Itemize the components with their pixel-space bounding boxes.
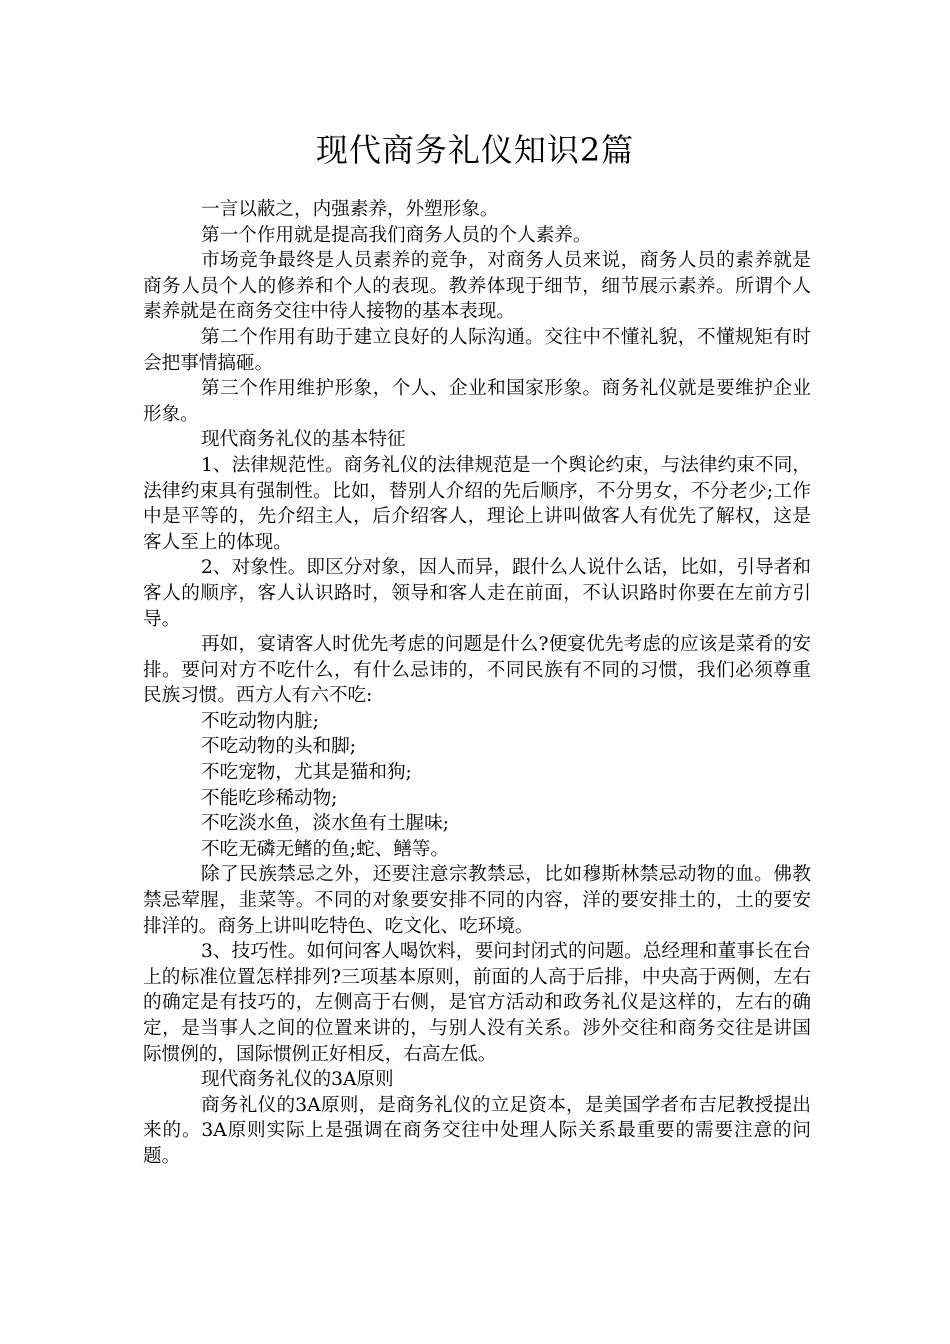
- paragraph: 第二个作用有助于建立良好的人际沟通。交往中不懂礼貌，不懂规矩有时会把事情搞砸。: [143, 326, 811, 374]
- paragraph: 第一个作用就是提高我们商务人员的个人素养。: [201, 224, 592, 246]
- document-title: 现代商务礼仪知识2篇: [315, 131, 635, 169]
- document-body: [143, 197, 811, 1170]
- paragraph: 3、技巧性。如何问客人喝饮料，要问封闭式的问题。总经理和董事长在台上的标准位置怎样排列?三项基本原则，前面的人高于后排，中央高于两侧，左右的确定是有技巧的，左侧高于右侧，是官方活动和政务礼仪是这样的，左右的确定，是当事人之间的位置来讲的，与别人没有关系。涉外交往和商务交往是讲国际惯例的，国际惯例正好相反，右高左低。: [143, 941, 811, 1065]
- list-item: 不吃无磷无鳍的鱼;蛇、鳝等。: [201, 838, 449, 860]
- section-heading: 现代商务礼仪的3A原则: [201, 1069, 394, 1091]
- paragraph: 商务礼仪的3A原则，是商务礼仪的立足资本，是美国学者布吉尼教授提出来的。3A原则实际上是强调在商务交往中处理人际关系最重要的需要注意的问题。: [143, 1094, 811, 1167]
- list-item: 不吃动物内脏;: [201, 710, 319, 732]
- paragraph: 2、对象性。即区分对象，因人而异，跟什么人说什么话，比如，引导者和客人的顺序，客人认识路时，领导和客人走在前面，不认识路时你要在左前方引导。: [143, 557, 811, 630]
- paragraph: 再如，宴请客人时优先考虑的问题是什么?便宴优先考虑的应该是菜肴的安排。要问对方不吃什么，有什么忌讳的，不同民族有不同的习惯，我们必须尊重民族习惯。西方人有六不吃:: [143, 634, 811, 707]
- paragraph: 1、法律规范性。商务礼仪的法律规范是一个舆论约束，与法律约束不同，法律约束具有强制性。比如，替别人介绍的先后顺序，不分男女，不分老少;工作中是平等的，先介绍主人，后介绍客人，理论上讲叫做客人有优先了解权，这是客人至上的体现。: [143, 454, 811, 553]
- paragraph: 市场竞争最终是人员素养的竞争，对商务人员来说，商务人员的素养就是商务人员个人的修养和个人的表现。教养体现于细节，细节展示素养。所谓个人素养就是在商务交往中待人接物的基本表现。: [143, 250, 811, 323]
- paragraph: 第三个作用维护形象，个人、企业和国家形象。商务礼仪就是要维护企业形象。: [143, 378, 811, 425]
- list-item: 不吃宠物，尤其是猫和狗;: [201, 762, 412, 784]
- section-heading: 现代商务礼仪的基本特征: [201, 429, 406, 451]
- list-item: 不能吃珍稀动物;: [201, 787, 338, 809]
- list-item: 不吃动物的头和脚;: [201, 736, 357, 758]
- paragraph: 一言以蔽之，内强素养，外塑形象。: [201, 199, 499, 220]
- list-item: 不吃淡水鱼，淡水鱼有土腥味;: [201, 813, 449, 835]
- paragraph: 除了民族禁忌之外，还要注意宗教禁忌，比如穆斯林禁忌动物的血。佛教禁忌荤腥，韭菜等。不同的对象要安排不同的内容，洋的要安排土的，土的要安排洋的。商务上讲叫吃特色、吃文化、吃环境。: [143, 864, 811, 937]
